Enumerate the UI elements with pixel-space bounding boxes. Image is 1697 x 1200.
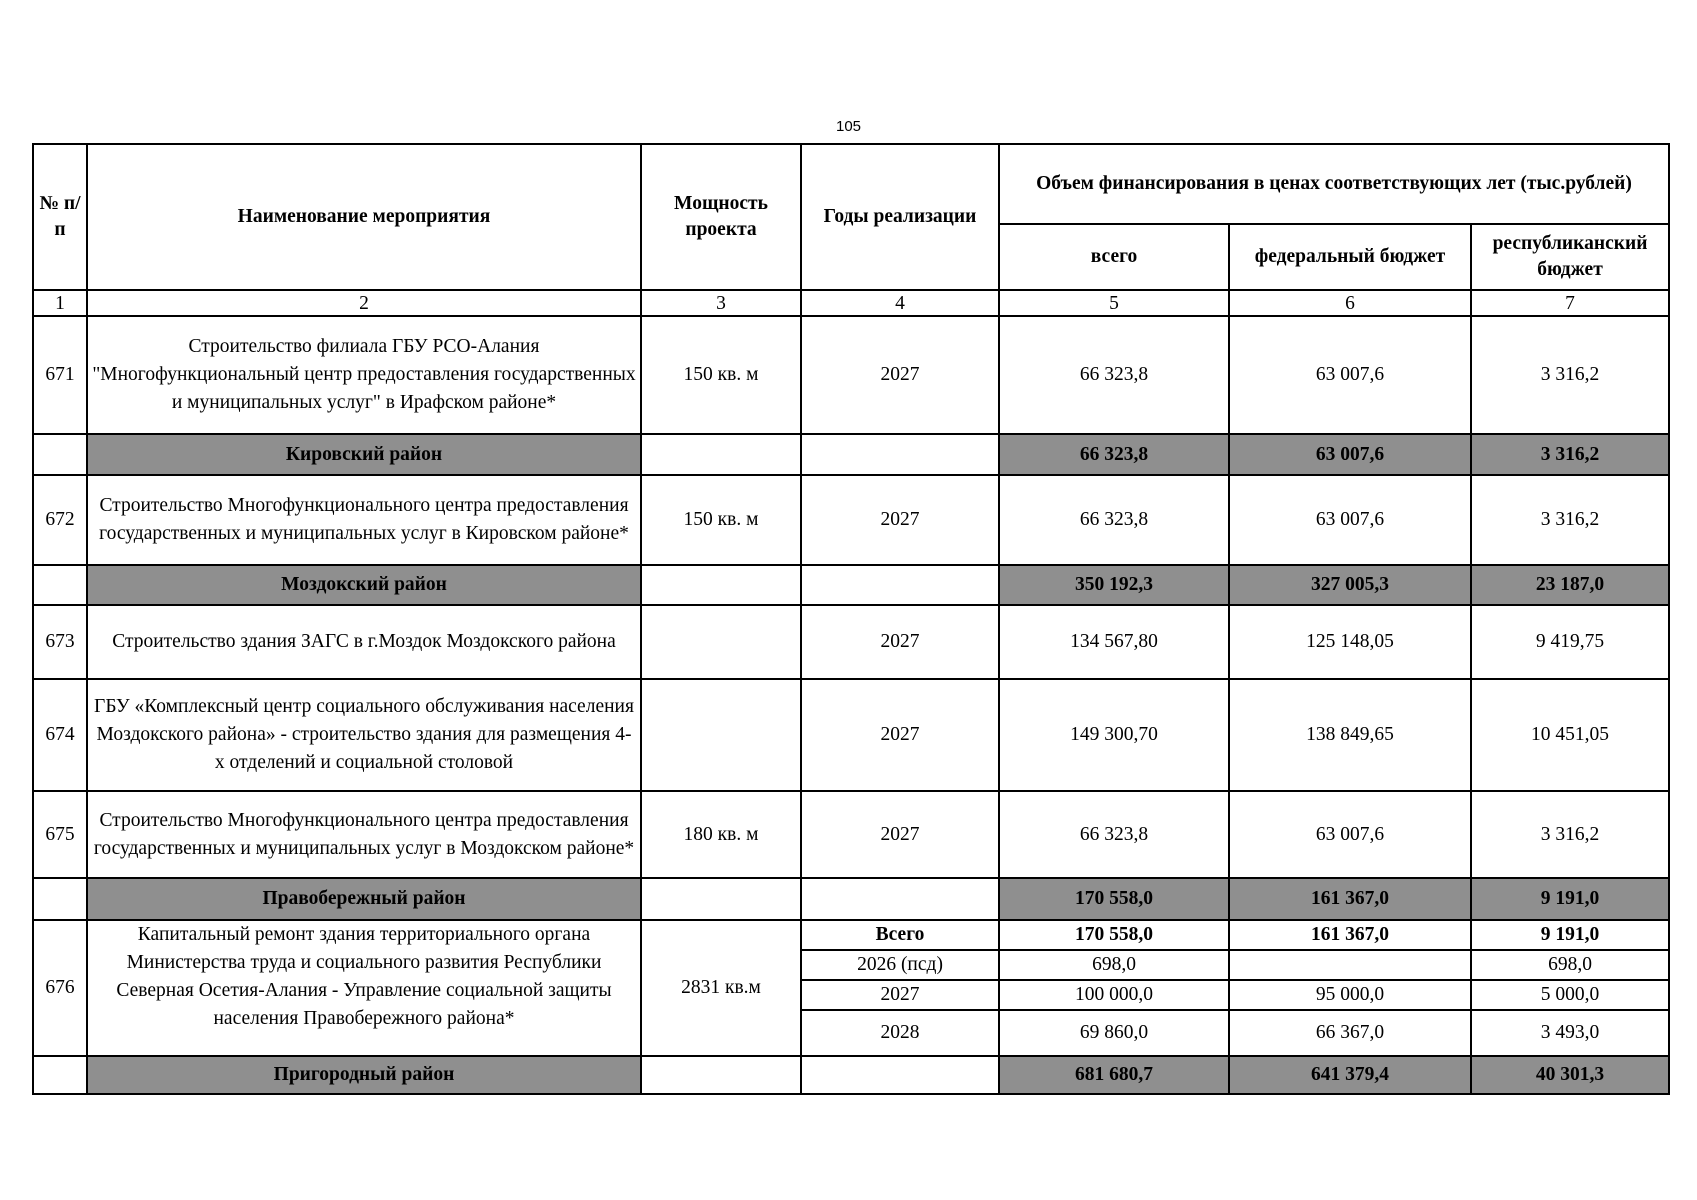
row-number: 672: [33, 475, 87, 565]
project-capacity: 2831 кв.м: [641, 920, 801, 1056]
district-federal: 63 007,6: [1229, 434, 1471, 475]
column-number: 2: [87, 290, 641, 316]
column-number: 7: [1471, 290, 1669, 316]
district-republic: 9 191,0: [1471, 878, 1669, 920]
project-name: Строительство Многофункционального центра предоставления государственных и муниципальных услуг в Моздокском районе*: [87, 791, 641, 878]
funding-republic: 5 000,0: [1471, 980, 1669, 1010]
table-row: [33, 605, 1669, 679]
district-name: Пригородный район: [87, 1056, 641, 1094]
funding-republic: 10 451,05: [1471, 679, 1669, 791]
funding-republic: 3 493,0: [1471, 1010, 1669, 1056]
funding-federal: 125 148,05: [1229, 605, 1471, 679]
project-capacity: [641, 679, 801, 791]
column-number: 5: [999, 290, 1229, 316]
district-total: 170 558,0: [999, 878, 1229, 920]
funding-federal: 63 007,6: [1229, 791, 1471, 878]
district-total: 681 680,7: [999, 1056, 1229, 1094]
funding-federal: 63 007,6: [1229, 475, 1471, 565]
project-year: 2027: [801, 791, 999, 878]
funding-republic: 9 191,0: [1471, 920, 1669, 950]
district-row: [33, 878, 1669, 920]
column-number: 1: [33, 290, 87, 316]
project-year: 2027: [801, 475, 999, 565]
header-num: № п/п: [33, 144, 87, 290]
funding-total: 698,0: [999, 950, 1229, 980]
table-row: [33, 791, 1669, 878]
funding-federal: 138 849,65: [1229, 679, 1471, 791]
header-row: [33, 144, 1669, 224]
district-row: [33, 1056, 1669, 1094]
funding-republic: 3 316,2: [1471, 475, 1669, 565]
district-republic: 3 316,2: [1471, 434, 1669, 475]
funding-republic: 698,0: [1471, 950, 1669, 980]
row-number: 671: [33, 316, 87, 434]
row-number: 673: [33, 605, 87, 679]
header-capacity: Мощность проекта: [641, 144, 801, 290]
funding-total: 100 000,0: [999, 980, 1229, 1010]
district-federal: 161 367,0: [1229, 878, 1471, 920]
district-name: Правобережный район: [87, 878, 641, 920]
financing-table: [32, 143, 1670, 1095]
project-name: ГБУ «Комплексный центр социального обслуживания населения Моздокского района» - строительство здания для размещения 4-х отделений и социальной столовой: [87, 679, 641, 791]
project-name: Строительство Многофункционального центра предоставления государственных и муниципальных услуг в Кировском районе*: [87, 475, 641, 565]
project-capacity: [641, 605, 801, 679]
project-year: 2027: [801, 316, 999, 434]
table-row: [33, 475, 1669, 565]
header-name: Наименование мероприятия: [87, 144, 641, 290]
district-row: [33, 434, 1669, 475]
header-federal: федеральный бюджет: [1229, 224, 1471, 290]
district-total: 66 323,8: [999, 434, 1229, 475]
district-row: [33, 565, 1669, 605]
project-name: Строительство филиала ГБУ РСО-Алания "Многофункциональный центр предоставления государственных и муниципальных услуг" в Ирафском районе*: [87, 316, 641, 434]
column-number-row: [33, 290, 1669, 316]
project-year: 2028: [801, 1010, 999, 1056]
funding-republic: 3 316,2: [1471, 316, 1669, 434]
header-years: Годы реализации: [801, 144, 999, 290]
table-row: [33, 316, 1669, 434]
district-republic: 23 187,0: [1471, 565, 1669, 605]
district-name: Кировский район: [87, 434, 641, 475]
district-federal: 641 379,4: [1229, 1056, 1471, 1094]
project-name: Строительство здания ЗАГС в г.Моздок Моздокского района: [87, 605, 641, 679]
project-capacity: 180 кв. м: [641, 791, 801, 878]
funding-republic: 3 316,2: [1471, 791, 1669, 878]
project-year: 2027: [801, 605, 999, 679]
project-year: Всего: [801, 920, 999, 950]
district-republic: 40 301,3: [1471, 1056, 1669, 1094]
project-name: Капитальный ремонт здания территориального органа Министерства труда и социального развития Республики Северная Осетия-Алания - Управление социальной защиты населения Правобережного района*: [87, 920, 641, 1056]
row-number: 675: [33, 791, 87, 878]
funding-total: 69 860,0: [999, 1010, 1229, 1056]
row-number: 674: [33, 679, 87, 791]
funding-federal: 161 367,0: [1229, 920, 1471, 950]
header-funding: Объем финансирования в ценах соответствующих лет (тыс.рублей): [999, 144, 1669, 224]
funding-federal: [1229, 950, 1471, 980]
row-number: 676: [33, 920, 87, 1056]
district-total: 350 192,3: [999, 565, 1229, 605]
funding-total: 149 300,70: [999, 679, 1229, 791]
table-row: [33, 679, 1669, 791]
header-total: всего: [999, 224, 1229, 290]
funding-total: 134 567,80: [999, 605, 1229, 679]
project-capacity: 150 кв. м: [641, 475, 801, 565]
funding-total: 66 323,8: [999, 316, 1229, 434]
project-capacity: 150 кв. м: [641, 316, 801, 434]
project-year: 2027: [801, 679, 999, 791]
project-year: 2027: [801, 980, 999, 1010]
table-row: [33, 920, 1669, 950]
funding-federal: 63 007,6: [1229, 316, 1471, 434]
funding-federal: 95 000,0: [1229, 980, 1471, 1010]
funding-total: 66 323,8: [999, 791, 1229, 878]
header-republic: республиканский бюджет: [1471, 224, 1669, 290]
page-number: 105: [835, 118, 862, 135]
district-federal: 327 005,3: [1229, 565, 1471, 605]
column-number: 3: [641, 290, 801, 316]
column-number: 4: [801, 290, 999, 316]
project-year: 2026 (псд): [801, 950, 999, 980]
district-name: Моздокский район: [87, 565, 641, 605]
column-number: 6: [1229, 290, 1471, 316]
funding-republic: 9 419,75: [1471, 605, 1669, 679]
funding-total: 170 558,0: [999, 920, 1229, 950]
funding-federal: 66 367,0: [1229, 1010, 1471, 1056]
funding-total: 66 323,8: [999, 475, 1229, 565]
